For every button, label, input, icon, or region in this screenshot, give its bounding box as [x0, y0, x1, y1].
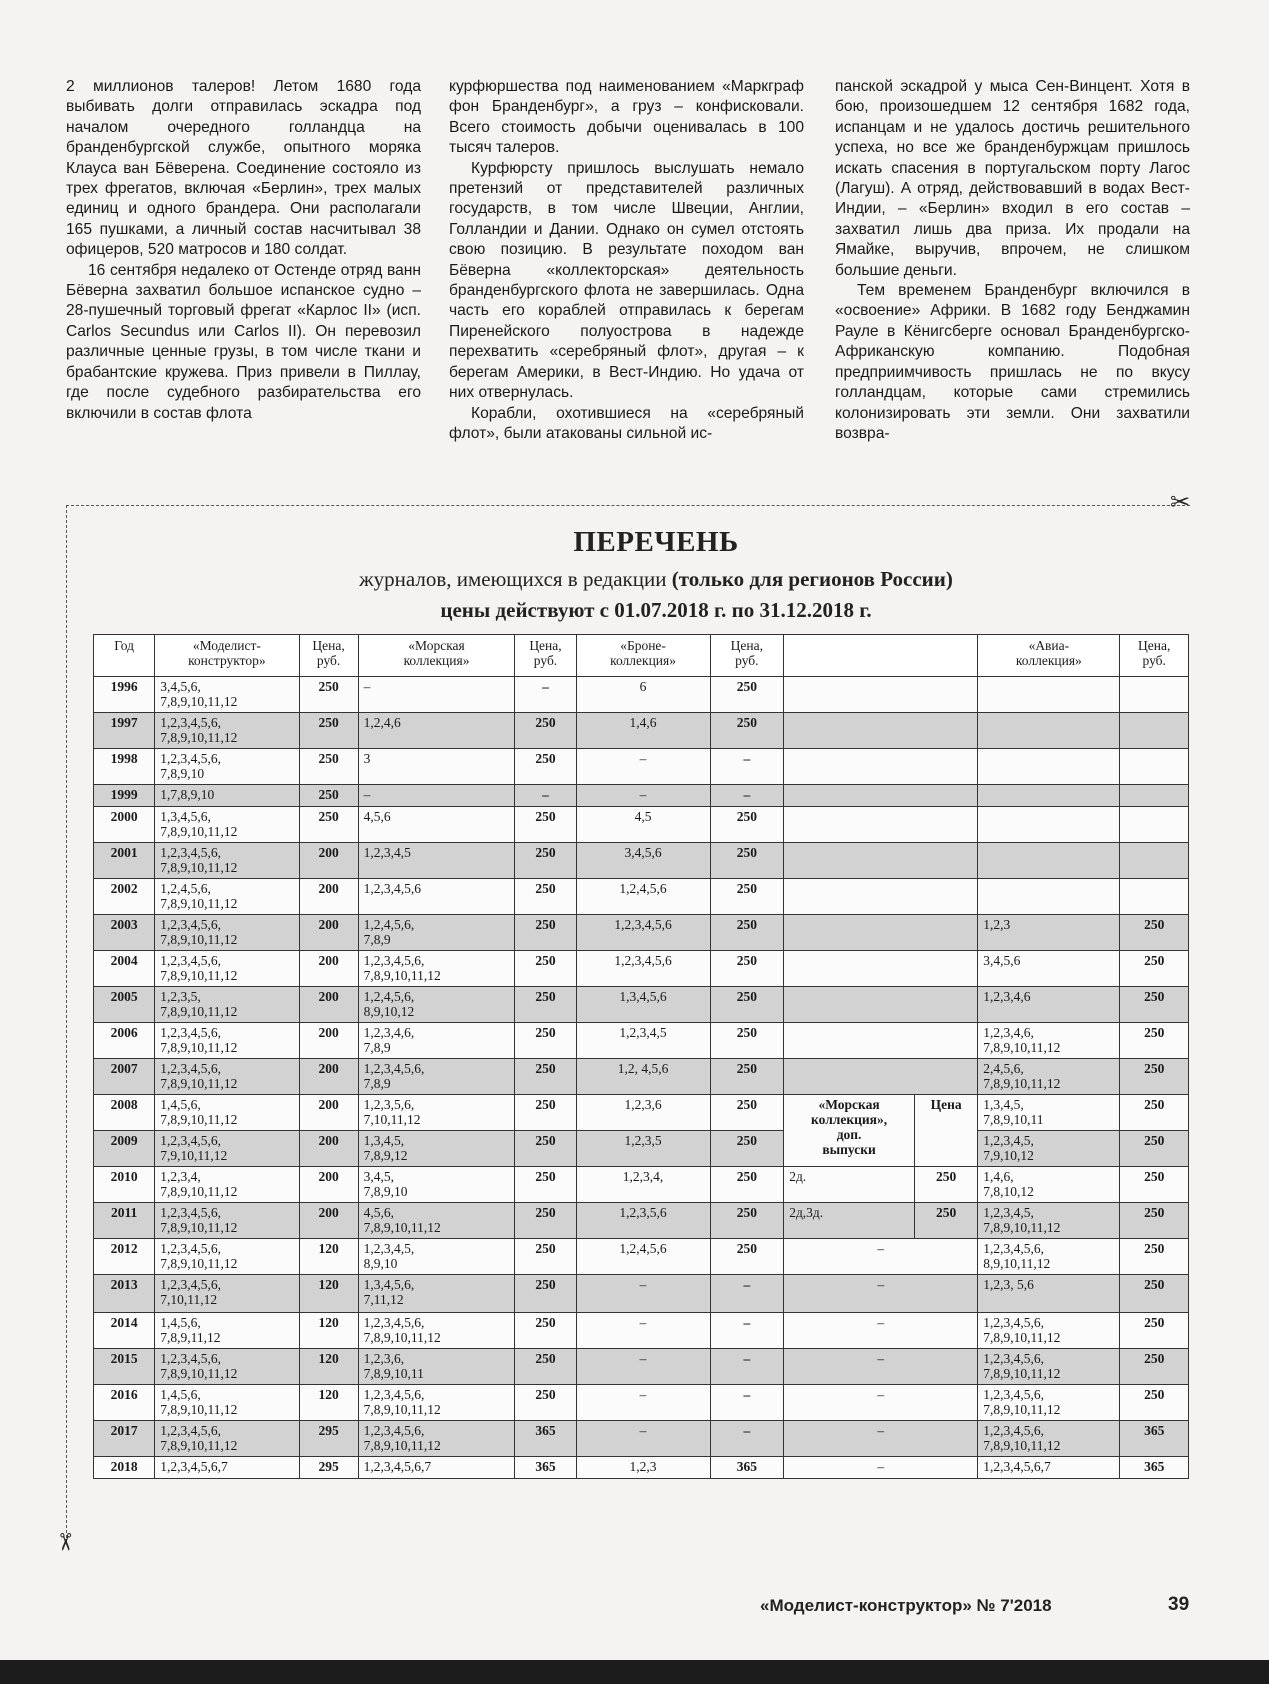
cell-mk-price: 200 — [299, 843, 358, 879]
cell-avia-price — [1120, 785, 1189, 807]
cell-morskaya-issues: 1,2,3,5,6, 7,10,11,12 — [358, 1095, 515, 1131]
cell-morskaya-price: – — [515, 677, 576, 713]
cell-avia-issues — [978, 807, 1120, 843]
header-year: Год — [94, 635, 155, 677]
cell-mk-issues: 1,2,3,4,5,6, 7,10,11,12 — [155, 1275, 299, 1313]
cell-brone-price: 250 — [710, 1023, 784, 1059]
cell-avia-issues — [978, 843, 1120, 879]
cell-morskaya-issues: 1,2,3,4,5,6 — [358, 879, 515, 915]
cell-year: 2006 — [94, 1023, 155, 1059]
cell-mk-price: 200 — [299, 1095, 358, 1131]
table-row — [94, 879, 1189, 915]
cell-mk-issues: 1,2,3,4,5,6, 7,8,9,10,11,12 — [155, 1349, 299, 1385]
cell-year: 1997 — [94, 713, 155, 749]
catalog-subtitle-text: журналов, имеющихся в редакции — [359, 567, 672, 591]
paragraph: 16 сентября недалеко от Остенде отряд ванн Бёверна захватил большое испанское судно – 28-пушечный торговый фрегат «Карлос II» (исп. Carlos Secundus или Carlos II). Он перевозил различные ценные грузы, в том числе ткани и брабантские кружева. Приз привели в Пиллау, где после судебного разбирательства его включили в состав флота — [66, 261, 421, 422]
cell-morskaya-issues: 1,2,3,4,6, 7,8,9 — [358, 1023, 515, 1059]
table-row — [94, 843, 1189, 879]
cell-extra-empty — [784, 713, 978, 749]
cell-mk-issues: 1,2,3,4,5,6, 7,9,10,11,12 — [155, 1131, 299, 1167]
cell-year: 2007 — [94, 1059, 155, 1095]
paragraph: Тем временем Бранденбург включился в «освоение» Африки. В 1682 году Бенджамин Рауле в Кёнигсберге основал Бранденбургско-Африканскую компанию. Подобная предприимчивость пришлась не по вкусу голландцам, которые сами стремились колонизировать эти земли. Они захватили возвра- — [835, 282, 1190, 442]
cell-mk-price: 200 — [299, 879, 358, 915]
cell-morskaya-issues: 1,3,4,5,6, 7,11,12 — [358, 1275, 515, 1313]
scissors-icon: ✂ — [51, 1531, 79, 1553]
cell-brone-price: 250 — [710, 915, 784, 951]
cell-year: 1998 — [94, 749, 155, 785]
table-row — [94, 1167, 1189, 1203]
cell-avia-issues: 1,3,4,5, 7,8,9,10,11 — [978, 1095, 1120, 1131]
magazine-catalog-table — [93, 634, 1189, 1479]
cell-morskaya-price: 250 — [515, 843, 576, 879]
scissors-icon: ✂ — [1170, 489, 1191, 516]
table-row — [94, 1131, 1189, 1167]
cell-mk-price: 200 — [299, 951, 358, 987]
cell-year: 2013 — [94, 1275, 155, 1313]
cell-mk-issues: 1,2,3,4,5,6, 7,8,9,10,11,12 — [155, 713, 299, 749]
cell-mk-price: 250 — [299, 785, 358, 807]
cell-brone-price: 250 — [710, 1131, 784, 1167]
cell-mk-issues: 1,2,3,5, 7,8,9,10,11,12 — [155, 987, 299, 1023]
cell-avia-price: 250 — [1120, 1239, 1189, 1275]
cell-brone-price: – — [710, 749, 784, 785]
table-row — [94, 1349, 1189, 1385]
cell-avia-price: 250 — [1120, 1059, 1189, 1095]
cell-mk-price: 200 — [299, 987, 358, 1023]
cell-year: 2010 — [94, 1167, 155, 1203]
table-row — [94, 1385, 1189, 1421]
cell-brone-price: – — [710, 1275, 784, 1313]
cell-mk-price: 250 — [299, 677, 358, 713]
cell-brone-issues: – — [576, 785, 710, 807]
table-row — [94, 1457, 1189, 1479]
cell-avia-price: 250 — [1120, 1023, 1189, 1059]
cell-brone-issues: – — [576, 749, 710, 785]
cell-brone-issues: 1,2, 4,5,6 — [576, 1059, 710, 1095]
cut-line-top — [66, 505, 1190, 506]
cell-morskaya-price: 365 — [515, 1421, 576, 1457]
cell-brone-price: 365 — [710, 1457, 784, 1479]
cell-extra-price-header: Цена — [914, 1095, 977, 1167]
cell-morskaya-price: 250 — [515, 713, 576, 749]
table-row — [94, 1095, 1189, 1131]
table-row — [94, 1203, 1189, 1239]
table-row — [94, 807, 1189, 843]
cell-morskaya-price: 250 — [515, 1275, 576, 1313]
cell-brone-issues: 4,5 — [576, 807, 710, 843]
article-column-3 — [835, 77, 1190, 444]
cell-extra-empty — [784, 1023, 978, 1059]
cell-brone-price: – — [710, 785, 784, 807]
cell-brone-price: – — [710, 1349, 784, 1385]
cell-avia-issues: 1,2,3,4,5, 7,9,10,12 — [978, 1131, 1120, 1167]
cell-avia-price: 250 — [1120, 1275, 1189, 1313]
cell-morskaya-price: 250 — [515, 1349, 576, 1385]
cell-mk-price: 120 — [299, 1385, 358, 1421]
cell-mk-issues: 1,2,3,4,5,6, 7,8,9,10,11,12 — [155, 1239, 299, 1275]
cell-avia-price: 250 — [1120, 1095, 1189, 1131]
cell-avia-issues: 1,2,3,4,6, 7,8,9,10,11,12 — [978, 1023, 1120, 1059]
cell-morskaya-issues: 3 — [358, 749, 515, 785]
cell-morskaya-issues: 1,2,3,4,5,6, 7,8,9,10,11,12 — [358, 951, 515, 987]
cell-morskaya-price: 365 — [515, 1457, 576, 1479]
cell-mk-issues: 1,4,5,6, 7,8,9,11,12 — [155, 1313, 299, 1349]
cell-morskaya-issues: 1,2,3,4,5,6, 7,8,9,10,11,12 — [358, 1385, 515, 1421]
cell-mk-price: 200 — [299, 915, 358, 951]
cell-brone-price: 250 — [710, 1203, 784, 1239]
cell-avia-price: 250 — [1120, 1131, 1189, 1167]
cell-extra-issues: – — [784, 1349, 978, 1385]
cell-avia-issues: 1,2,3,4,5,6,7 — [978, 1457, 1120, 1479]
cell-year: 1999 — [94, 785, 155, 807]
cell-extra-header: «Морская коллекция», доп. выпуски — [784, 1095, 915, 1167]
cell-extra-empty — [784, 951, 978, 987]
cell-brone-issues: 1,2,3 — [576, 1457, 710, 1479]
cell-brone-issues: 1,2,3,4,5,6 — [576, 915, 710, 951]
cell-mk-price: 200 — [299, 1203, 358, 1239]
scan-edge — [0, 1660, 1269, 1684]
cell-extra-empty — [784, 749, 978, 785]
cell-brone-price: 250 — [710, 807, 784, 843]
cell-mk-price: 120 — [299, 1313, 358, 1349]
cell-mk-issues: 1,2,3,4,5,6, 7,8,9,10,11,12 — [155, 951, 299, 987]
cell-brone-issues: 1,2,4,5,6 — [576, 879, 710, 915]
cell-brone-price: 250 — [710, 1059, 784, 1095]
header-brone: «Броне- коллекция» — [576, 635, 710, 677]
cell-avia-issues — [978, 749, 1120, 785]
cell-morskaya-price: 250 — [515, 1385, 576, 1421]
page-number: 39 — [1168, 1594, 1190, 1615]
paragraph: Корабли, охотившиеся на «серебряный флот», были атакованы сильной ис- — [449, 404, 804, 442]
cell-morskaya-price: 250 — [515, 951, 576, 987]
cell-brone-issues: 1,2,3,4, — [576, 1167, 710, 1203]
cell-extra-empty — [784, 915, 978, 951]
header-mk-price: Цена, руб. — [299, 635, 358, 677]
cell-mk-issues: 1,2,3,4,5,6, 7,8,9,10,11,12 — [155, 1023, 299, 1059]
cell-extra-issues: – — [784, 1457, 978, 1479]
cell-morskaya-issues: 4,5,6, 7,8,9,10,11,12 — [358, 1203, 515, 1239]
cell-brone-issues: 1,2,3,4,5 — [576, 1023, 710, 1059]
cell-morskaya-issues: 4,5,6 — [358, 807, 515, 843]
table-row — [94, 915, 1189, 951]
table-row — [94, 987, 1189, 1023]
cell-year: 2005 — [94, 987, 155, 1023]
footer-magazine: «Моделист-конструктор» № 7'2018 — [760, 1596, 1052, 1615]
cell-avia-issues: 1,2,3,4,6 — [978, 987, 1120, 1023]
table-row — [94, 951, 1189, 987]
cell-mk-issues: 1,4,5,6, 7,8,9,10,11,12 — [155, 1095, 299, 1131]
cell-morskaya-issues: – — [358, 677, 515, 713]
cell-brone-issues: 1,2,3,6 — [576, 1095, 710, 1131]
cell-morskaya-issues: 1,2,3,4,5,6, 7,8,9,10,11,12 — [358, 1313, 515, 1349]
cell-morskaya-issues: – — [358, 785, 515, 807]
cell-morskaya-price: 250 — [515, 1095, 576, 1131]
cell-mk-price: 295 — [299, 1457, 358, 1479]
table-row — [94, 1421, 1189, 1457]
cell-year: 2002 — [94, 879, 155, 915]
cell-brone-issues: – — [576, 1421, 710, 1457]
cell-mk-price: 120 — [299, 1239, 358, 1275]
catalog-subtitle-region: (только для регионов России) — [671, 567, 953, 591]
cell-brone-issues: 1,3,4,5,6 — [576, 987, 710, 1023]
table-row — [94, 677, 1189, 713]
cell-mk-issues: 1,2,3,4,5,6, 7,8,9,10,11,12 — [155, 1059, 299, 1095]
cell-avia-issues: 1,2,3,4,5,6, 7,8,9,10,11,12 — [978, 1349, 1120, 1385]
cell-mk-issues: 1,7,8,9,10 — [155, 785, 299, 807]
cell-avia-price — [1120, 749, 1189, 785]
cell-brone-issues: 1,4,6 — [576, 713, 710, 749]
cell-brone-price: – — [710, 1313, 784, 1349]
cell-morskaya-issues: 1,2,3,4,5 — [358, 843, 515, 879]
cell-mk-issues: 1,2,3,4,5,6, 7,8,9,10,11,12 — [155, 1203, 299, 1239]
cell-morskaya-price: 250 — [515, 1131, 576, 1167]
cell-avia-price: 250 — [1120, 987, 1189, 1023]
cell-brone-issues: – — [576, 1349, 710, 1385]
cell-year: 2001 — [94, 843, 155, 879]
cell-year: 2008 — [94, 1095, 155, 1131]
cell-year: 2017 — [94, 1421, 155, 1457]
cell-avia-issues: 2,4,5,6, 7,8,9,10,11,12 — [978, 1059, 1120, 1095]
cell-morskaya-price: 250 — [515, 879, 576, 915]
cell-extra-empty — [784, 677, 978, 713]
cell-avia-price: 250 — [1120, 1349, 1189, 1385]
cell-brone-price: 250 — [710, 713, 784, 749]
header-morskaya: «Морская коллекция» — [358, 635, 515, 677]
cell-brone-price: 250 — [710, 1095, 784, 1131]
table-row — [94, 1239, 1189, 1275]
cell-mk-price: 200 — [299, 1131, 358, 1167]
header-morskaya-price: Цена, руб. — [515, 635, 576, 677]
paragraph: 2 миллионов талеров! Летом 1680 года выбивать долги отправилась эскадра под началом очередного голландца на бранденбургской службе, опытного моряка Клауса ван Бёверена. Соединение состояло из трех фрегатов, включая «Берлин», трех малых единиц и одного брандера. Они располагали 165 пушками, а личный состав насчитывал 38 офицеров, 520 матросов и 180 солдат. — [66, 78, 421, 259]
cell-year: 2011 — [94, 1203, 155, 1239]
cell-avia-issues: 1,4,6, 7,8,10,12 — [978, 1167, 1120, 1203]
cell-brone-issues: 1,2,3,5 — [576, 1131, 710, 1167]
cell-mk-issues: 1,2,3,4,5,6, 7,8,9,10,11,12 — [155, 843, 299, 879]
cell-avia-price: 250 — [1120, 915, 1189, 951]
cell-year: 2000 — [94, 807, 155, 843]
cell-mk-price: 120 — [299, 1275, 358, 1313]
cell-avia-price: 365 — [1120, 1421, 1189, 1457]
table-header-row — [94, 635, 1189, 677]
cell-avia-issues: 1,2,3,4,5,6, 7,8,9,10,11,12 — [978, 1421, 1120, 1457]
cell-morskaya-price: 250 — [515, 1239, 576, 1275]
cell-avia-issues — [978, 879, 1120, 915]
cell-avia-issues — [978, 785, 1120, 807]
article-column-2 — [449, 77, 804, 444]
cell-brone-issues: 1,2,3,5,6 — [576, 1203, 710, 1239]
table-body — [94, 677, 1189, 1479]
cell-morskaya-issues: 1,2,4,5,6, 7,8,9 — [358, 915, 515, 951]
cell-brone-price: 250 — [710, 951, 784, 987]
cell-extra-empty — [784, 785, 978, 807]
catalog-title: ПЕРЕЧЕНЬ — [573, 526, 739, 558]
cell-avia-issues: 1,2,3,4,5, 7,8,9,10,11,12 — [978, 1203, 1120, 1239]
article-column-1 — [66, 77, 421, 424]
cell-avia-issues: 1,2,3,4,5,6, 7,8,9,10,11,12 — [978, 1313, 1120, 1349]
cell-extra-empty — [784, 807, 978, 843]
cell-morskaya-issues: 1,2,3,4,5,6,7 — [358, 1457, 515, 1479]
cell-morskaya-issues: 1,2,4,6 — [358, 713, 515, 749]
cell-brone-price: 250 — [710, 987, 784, 1023]
table-row — [94, 1313, 1189, 1349]
cell-brone-issues: 6 — [576, 677, 710, 713]
cell-brone-price: 250 — [710, 879, 784, 915]
cell-brone-issues: 1,2,3,4,5,6 — [576, 951, 710, 987]
cell-mk-issues: 1,4,5,6, 7,8,9,10,11,12 — [155, 1385, 299, 1421]
cell-morskaya-price: – — [515, 785, 576, 807]
cell-extra-empty — [784, 843, 978, 879]
paragraph: Курфюрсту пришлось выслушать немало претензий от представителей различных государств, в том числе Швеции, Англии, Голландии и Дании. Однако он сумел отстоять свою позицию. В результате походом ван Бёверна «коллекторская» деятельность бранденбургского флота не завершилась. Одна часть его кораблей отправилась к берегам Пиренейского полуострова в надежде перехватить «серебряный флот», другая – к берегам Америки, в Вест-Индию. Но удача от них отвернулась. — [449, 159, 804, 402]
cell-morskaya-issues: 1,2,3,4,5, 8,9,10 — [358, 1239, 515, 1275]
cell-morskaya-price: 250 — [515, 1023, 576, 1059]
cell-brone-issues: 1,2,4,5,6 — [576, 1239, 710, 1275]
table-row — [94, 1275, 1189, 1313]
paragraph: курфюршества под наименованием «Маркграф фон Бранденбург», а груз – конфисковали. Всего стоимость добычи оценивалась в 100 тысяч талеров. — [449, 78, 804, 157]
cell-extra-issues: 2д. — [784, 1167, 915, 1203]
cell-avia-price — [1120, 713, 1189, 749]
cell-avia-price — [1120, 843, 1189, 879]
cell-avia-issues — [978, 713, 1120, 749]
cell-morskaya-price: 250 — [515, 1167, 576, 1203]
table-row — [94, 1023, 1189, 1059]
cell-morskaya-price: 250 — [515, 1059, 576, 1095]
cell-brone-price: 250 — [710, 1239, 784, 1275]
cell-extra-issues: 2д,3д. — [784, 1203, 915, 1239]
cell-morskaya-issues: 1,2,3,4,5,6, 7,8,9,10,11,12 — [358, 1421, 515, 1457]
cell-morskaya-price: 250 — [515, 1313, 576, 1349]
cell-avia-price: 250 — [1120, 1167, 1189, 1203]
cell-mk-issues: 1,2,3,4,5,6, 7,8,9,10 — [155, 749, 299, 785]
cell-morskaya-issues: 3,4,5, 7,8,9,10 — [358, 1167, 515, 1203]
cell-morskaya-price: 250 — [515, 1203, 576, 1239]
catalog-price-validity: цены действуют с 01.07.2018 г. по 31.12.2018 г. — [440, 598, 872, 622]
cell-avia-price: 250 — [1120, 951, 1189, 987]
cell-brone-issues: 3,4,5,6 — [576, 843, 710, 879]
cell-brone-price: 250 — [710, 677, 784, 713]
cell-avia-price: 250 — [1120, 1313, 1189, 1349]
cell-brone-price: 250 — [710, 843, 784, 879]
cell-avia-issues: 1,2,3 — [978, 915, 1120, 951]
cell-avia-price — [1120, 677, 1189, 713]
header-mk: «Моделист- конструктор» — [155, 635, 299, 677]
cell-mk-price: 295 — [299, 1421, 358, 1457]
table-row — [94, 1059, 1189, 1095]
cell-avia-issues — [978, 677, 1120, 713]
cell-brone-price: – — [710, 1421, 784, 1457]
cell-mk-issues: 1,2,3,4,5,6,7 — [155, 1457, 299, 1479]
cell-avia-price: 250 — [1120, 1385, 1189, 1421]
cell-mk-issues: 1,2,3,4,5,6, 7,8,9,10,11,12 — [155, 1421, 299, 1457]
cell-extra-price: 250 — [914, 1203, 977, 1239]
header-brone-price: Цена, руб. — [710, 635, 784, 677]
paragraph: панской эскадрой у мыса Сен-Винцент. Хотя в бою, произошедшем 12 сентября 1682 года, испанцам и не удалось достичь решительного успеха, но все же бранденбуржцам пришлось искать спасения в португальском порту Лагос (Лагуш). А отряд, действовавший в водах Вест-Индии, – «Берлин» входил в его состав – захватил лишь два приза. Их продали на Ямайке, выручив, впрочем, не слишком большие деньги. — [835, 78, 1190, 279]
cell-avia-issues: 3,4,5,6 — [978, 951, 1120, 987]
catalog-subtitle — [66, 567, 1246, 592]
cell-year: 2004 — [94, 951, 155, 987]
cell-year: 2003 — [94, 915, 155, 951]
cell-mk-price: 200 — [299, 1167, 358, 1203]
table-row — [94, 785, 1189, 807]
cell-year: 1996 — [94, 677, 155, 713]
cell-year: 2016 — [94, 1385, 155, 1421]
table-row — [94, 749, 1189, 785]
cell-avia-price: 250 — [1120, 1203, 1189, 1239]
cell-brone-issues: – — [576, 1275, 710, 1313]
cell-mk-price: 120 — [299, 1349, 358, 1385]
cell-year: 2014 — [94, 1313, 155, 1349]
cell-year: 2009 — [94, 1131, 155, 1167]
cell-mk-issues: 1,2,3,4,5,6, 7,8,9,10,11,12 — [155, 915, 299, 951]
cell-brone-issues: – — [576, 1385, 710, 1421]
cell-mk-price: 200 — [299, 1023, 358, 1059]
cell-avia-price — [1120, 807, 1189, 843]
cell-brone-price: 250 — [710, 1167, 784, 1203]
cell-year: 2012 — [94, 1239, 155, 1275]
cell-avia-issues: 1,2,3, 5,6 — [978, 1275, 1120, 1313]
table-row — [94, 713, 1189, 749]
cell-mk-price: 250 — [299, 807, 358, 843]
cell-year: 2015 — [94, 1349, 155, 1385]
cell-extra-empty — [784, 879, 978, 915]
cell-mk-issues: 1,2,4,5,6, 7,8,9,10,11,12 — [155, 879, 299, 915]
cell-extra-empty — [784, 1059, 978, 1095]
cell-brone-price: – — [710, 1385, 784, 1421]
header-empty — [784, 635, 978, 677]
cell-morskaya-price: 250 — [515, 749, 576, 785]
cell-avia-price — [1120, 879, 1189, 915]
cell-morskaya-price: 250 — [515, 915, 576, 951]
cell-extra-issues: – — [784, 1385, 978, 1421]
cell-mk-price: 250 — [299, 713, 358, 749]
cell-mk-issues: 1,2,3,4, 7,8,9,10,11,12 — [155, 1167, 299, 1203]
cell-morskaya-issues: 1,2,4,5,6, 8,9,10,12 — [358, 987, 515, 1023]
header-avia: «Авиа- коллекция» — [978, 635, 1120, 677]
cell-morskaya-issues: 1,3,4,5, 7,8,9,12 — [358, 1131, 515, 1167]
cell-mk-price: 200 — [299, 1059, 358, 1095]
cell-extra-issues: – — [784, 1421, 978, 1457]
cut-line-left — [66, 505, 67, 1543]
cell-morskaya-price: 250 — [515, 987, 576, 1023]
cell-morskaya-issues: 1,2,3,6, 7,8,9,10,11 — [358, 1349, 515, 1385]
cell-mk-issues: 1,3,4,5,6, 7,8,9,10,11,12 — [155, 807, 299, 843]
cell-avia-price: 365 — [1120, 1457, 1189, 1479]
cell-extra-issues: – — [784, 1275, 978, 1313]
cell-brone-issues: – — [576, 1313, 710, 1349]
cell-morskaya-issues: 1,2,3,4,5,6, 7,8,9 — [358, 1059, 515, 1095]
cell-extra-price: 250 — [914, 1167, 977, 1203]
cell-avia-issues: 1,2,3,4,5,6, 7,8,9,10,11,12 — [978, 1385, 1120, 1421]
cell-year: 2018 — [94, 1457, 155, 1479]
cell-extra-empty — [784, 987, 978, 1023]
cell-mk-price: 250 — [299, 749, 358, 785]
cell-morskaya-price: 250 — [515, 807, 576, 843]
header-avia-price: Цена, руб. — [1120, 635, 1189, 677]
cell-extra-issues: – — [784, 1239, 978, 1275]
cell-extra-issues: – — [784, 1313, 978, 1349]
cell-mk-issues: 3,4,5,6, 7,8,9,10,11,12 — [155, 677, 299, 713]
cell-avia-issues: 1,2,3,4,5,6, 8,9,10,11,12 — [978, 1239, 1120, 1275]
